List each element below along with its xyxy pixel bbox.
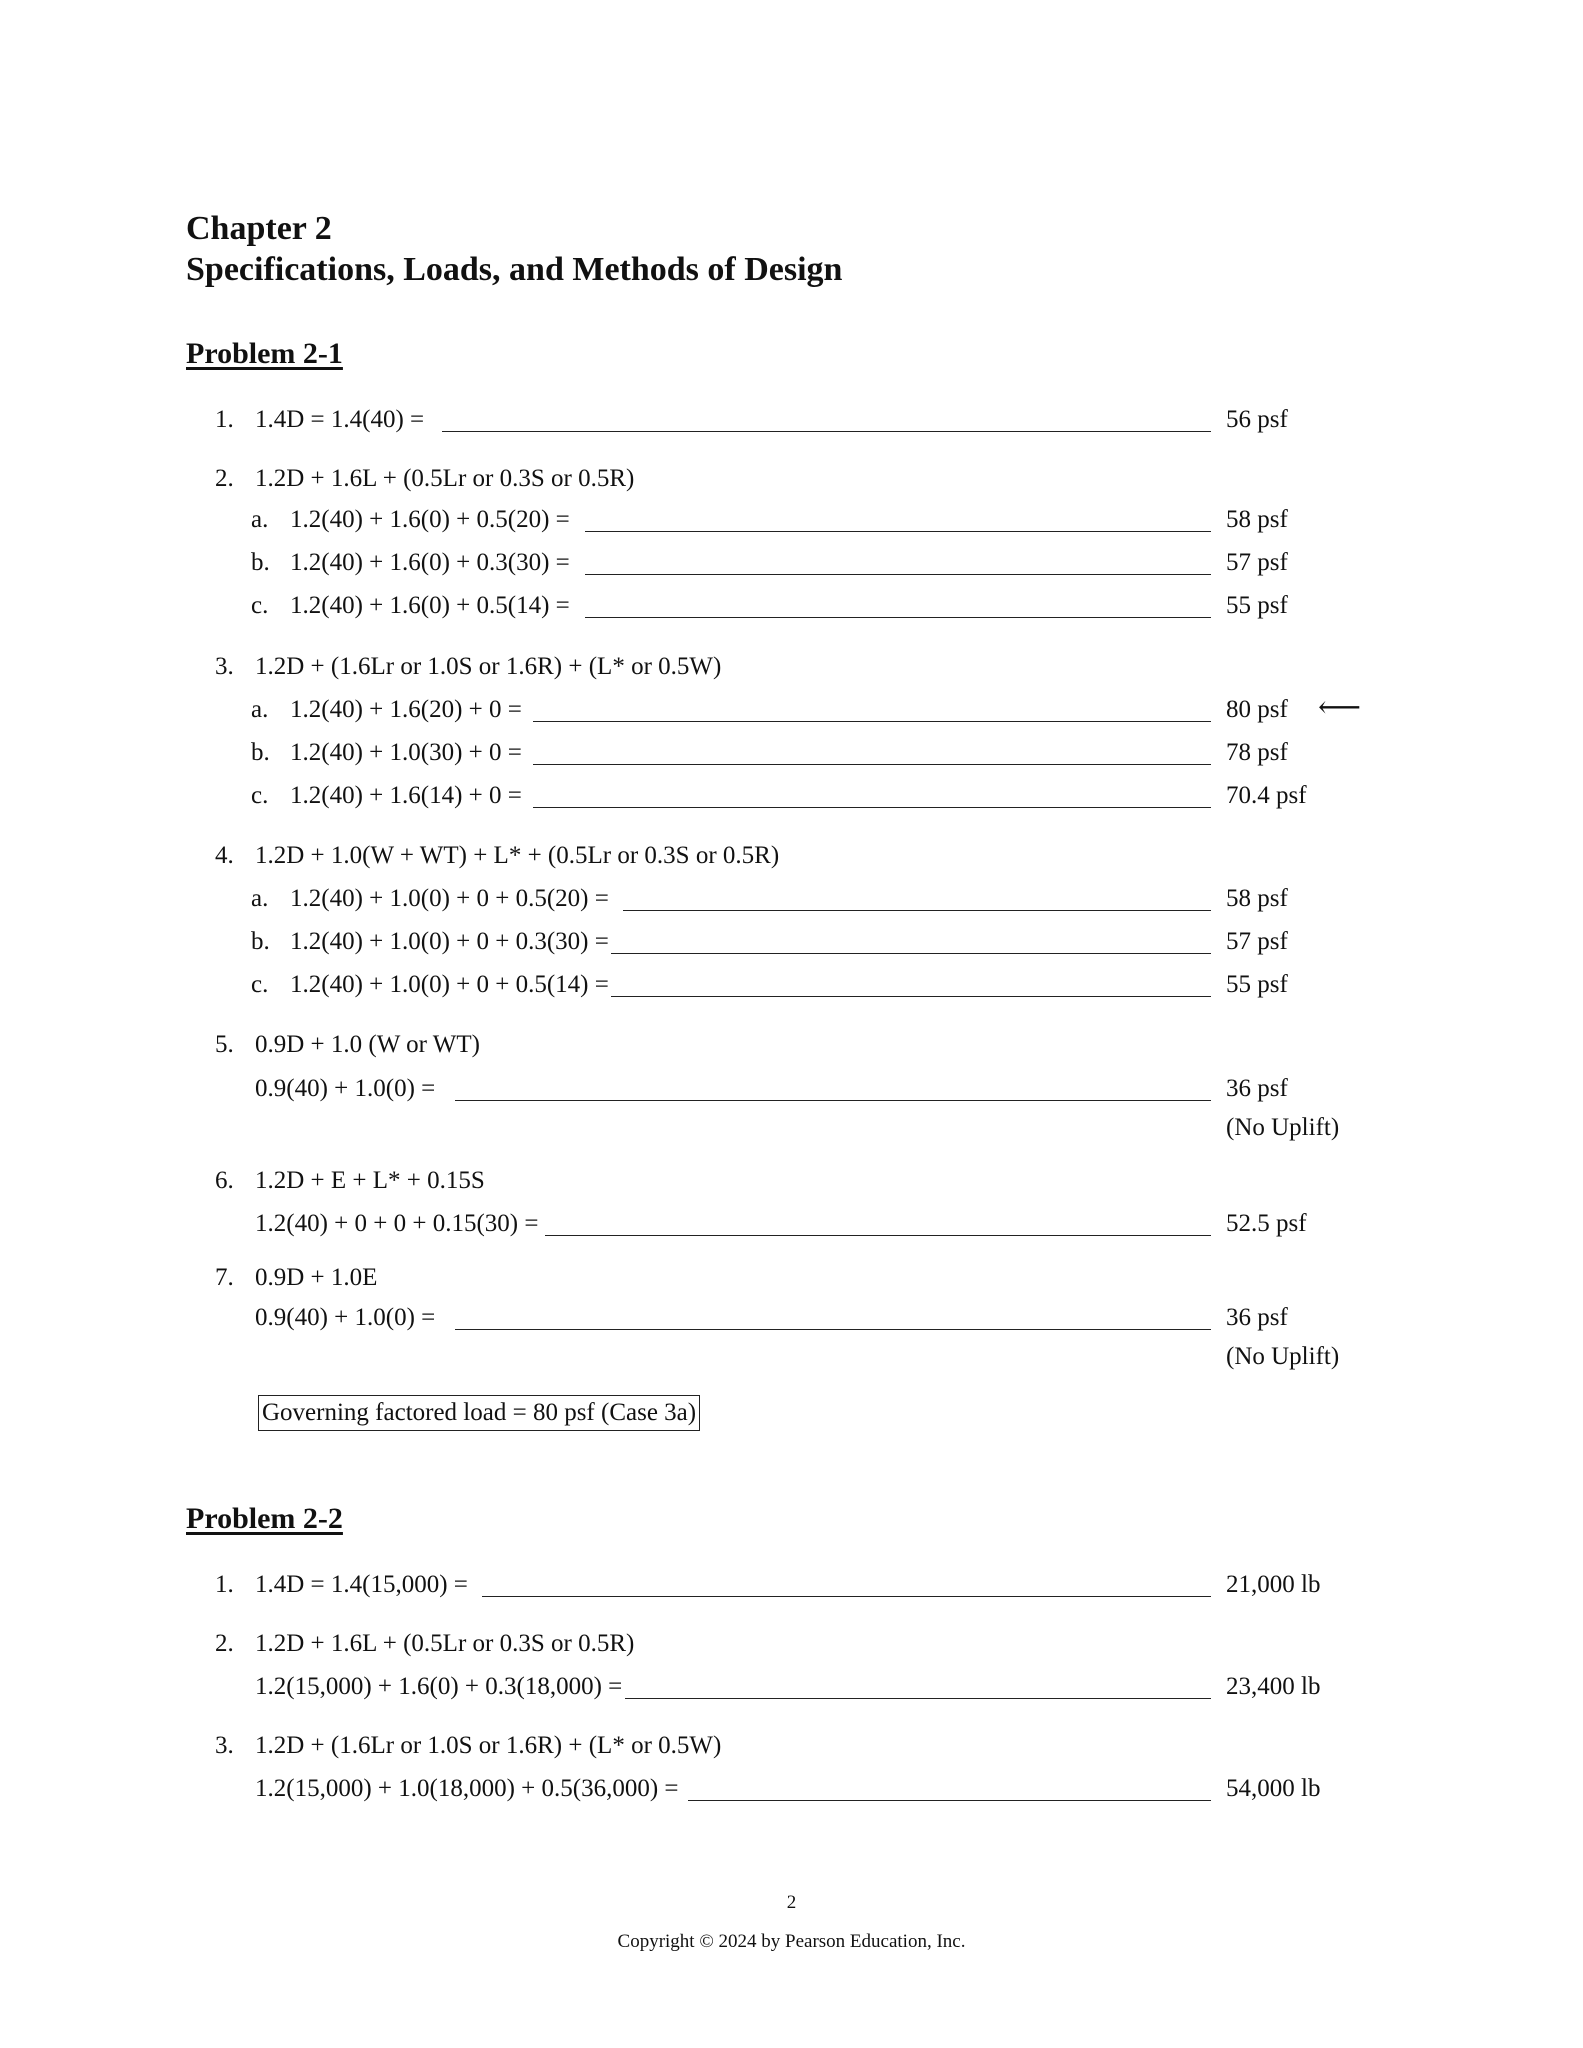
- item-expression: 1.4D = 1.4(40) =: [255, 406, 425, 433]
- answer-line: [533, 764, 1211, 765]
- item-result: 58 psf: [1226, 885, 1288, 912]
- p1-item-3c: [0, 778, 1583, 814]
- problem-2-1-heading: Problem 2-1: [186, 337, 343, 370]
- item-note: (No Uplift): [1226, 1343, 1340, 1370]
- answer-line: [625, 1698, 1211, 1699]
- item-result: 23,400 lb: [1226, 1673, 1321, 1700]
- item-formula: 0.9D + 1.0 (W or WT): [255, 1031, 480, 1058]
- sub-label: a.: [251, 506, 269, 533]
- item-formula: 1.2D + 1.6L + (0.5Lr or 0.3S or 0.5R): [255, 1630, 635, 1657]
- item-expression: 1.2(40) + 1.0(0) + 0 + 0.5(14) =: [290, 971, 609, 998]
- item-number: 3.: [215, 1732, 234, 1759]
- chapter-number: Chapter 2: [186, 210, 332, 247]
- item-number: 2.: [215, 1630, 234, 1657]
- item-number: 1.: [215, 406, 234, 433]
- p1-item-3-formula: [0, 649, 1583, 685]
- answer-line: [533, 721, 1211, 722]
- item-expression: 1.2(40) + 1.0(0) + 0 + 0.5(20) =: [290, 885, 609, 912]
- item-result: 70.4 psf: [1226, 782, 1307, 809]
- item-number: 5.: [215, 1031, 234, 1058]
- item-result: 36 psf: [1226, 1075, 1288, 1102]
- item-number: 1.: [215, 1571, 234, 1598]
- item-expression: 1.4D = 1.4(15,000) =: [255, 1571, 468, 1598]
- item-expression: 1.2(40) + 1.6(14) + 0 =: [290, 782, 522, 809]
- sub-label: b.: [251, 739, 270, 766]
- problem-2-2-heading: Problem 2-2: [186, 1502, 343, 1535]
- item-number: 4.: [215, 842, 234, 869]
- p1-item-2b: [0, 545, 1583, 581]
- answer-line: [545, 1235, 1211, 1236]
- item-number: 2.: [215, 465, 234, 492]
- chapter-title: Specifications, Loads, and Methods of Design: [186, 251, 843, 288]
- p2-item-2-calc: [0, 1669, 1583, 1705]
- answer-line: [455, 1100, 1211, 1101]
- sub-label: c.: [251, 782, 269, 809]
- item-expression: 1.2(40) + 1.6(0) + 0.3(30) =: [290, 549, 570, 576]
- p2-item-3-formula: [0, 1728, 1583, 1764]
- p1-item-7-calc: [0, 1300, 1583, 1336]
- p1-item-7-formula: [0, 1260, 1583, 1296]
- p1-item-4c: [0, 967, 1583, 1003]
- item-formula: 1.2D + 1.0(W + WT) + L* + (0.5Lr or 0.3S or 0.5R): [255, 842, 780, 869]
- item-expression: 1.2(40) + 1.6(0) + 0.5(20) =: [290, 506, 570, 533]
- copyright-notice: Copyright © 2024 by Pearson Education, Inc.: [617, 1931, 966, 1952]
- item-expression: 1.2(40) + 1.0(30) + 0 =: [290, 739, 522, 766]
- answer-line: [585, 617, 1211, 618]
- answer-line: [442, 431, 1211, 432]
- p1-item-4-formula: [0, 838, 1583, 874]
- p1-item-7-note: [0, 1339, 1583, 1375]
- p1-item-5-formula: [0, 1027, 1583, 1063]
- answer-line: [611, 953, 1211, 954]
- item-expression: 1.2(40) + 1.0(0) + 0 + 0.3(30) =: [290, 928, 609, 955]
- item-expression: 1.2(40) + 1.6(20) + 0 =: [290, 696, 522, 723]
- item-formula: 0.9D + 1.0E: [255, 1264, 378, 1291]
- p2-item-2-formula: [0, 1626, 1583, 1662]
- item-result: 52.5 psf: [1226, 1210, 1307, 1237]
- item-formula: 1.2D + (1.6Lr or 1.0S or 1.6R) + (L* or 0.5W): [255, 653, 722, 680]
- p1-item-1: [0, 402, 1583, 438]
- sub-label: a.: [251, 885, 269, 912]
- item-result: 55 psf: [1226, 971, 1288, 998]
- sub-label: a.: [251, 696, 269, 723]
- item-result: 55 psf: [1226, 592, 1288, 619]
- sub-label: b.: [251, 549, 270, 576]
- p2-item-1: [0, 1567, 1583, 1603]
- sub-label: c.: [251, 592, 269, 619]
- item-number: 3.: [215, 653, 234, 680]
- p1-item-3a: [0, 692, 1583, 728]
- item-result: 78 psf: [1226, 739, 1288, 766]
- item-result: 21,000 lb: [1226, 1571, 1321, 1598]
- answer-line: [482, 1596, 1211, 1597]
- p1-item-4a: [0, 881, 1583, 917]
- item-number: 7.: [215, 1264, 234, 1291]
- p1-item-4b: [0, 924, 1583, 960]
- item-result: 80 psf: [1226, 696, 1288, 723]
- item-result: 57 psf: [1226, 549, 1288, 576]
- item-number: 6.: [215, 1167, 234, 1194]
- p1-item-2-formula: [0, 461, 1583, 497]
- page-number: 2: [786, 1892, 797, 1913]
- p1-item-5-calc: [0, 1071, 1583, 1107]
- answer-line: [585, 574, 1211, 575]
- answer-line: [688, 1800, 1211, 1801]
- item-result: 36 psf: [1226, 1304, 1288, 1331]
- sub-label: c.: [251, 971, 269, 998]
- answer-line: [585, 531, 1211, 532]
- item-result: 56 psf: [1226, 406, 1288, 433]
- item-note: (No Uplift): [1226, 1114, 1340, 1141]
- item-result: 58 psf: [1226, 506, 1288, 533]
- item-formula: 1.2D + (1.6Lr or 1.0S or 1.6R) + (L* or 0.5W): [255, 1732, 722, 1759]
- item-expression: 1.2(15,000) + 1.6(0) + 0.3(18,000) =: [255, 1673, 623, 1700]
- item-result: 54,000 lb: [1226, 1775, 1321, 1802]
- answer-line: [611, 996, 1211, 997]
- sub-label: b.: [251, 928, 270, 955]
- item-formula: 1.2D + 1.6L + (0.5Lr or 0.3S or 0.5R): [255, 465, 635, 492]
- item-expression: 1.2(15,000) + 1.0(18,000) + 0.5(36,000) =: [255, 1775, 679, 1802]
- item-expression: 0.9(40) + 1.0(0) =: [255, 1304, 436, 1331]
- p1-item-6-calc: [0, 1206, 1583, 1242]
- answer-line: [533, 807, 1211, 808]
- governing-load-box: Governing factored load = 80 psf (Case 3a): [258, 1395, 700, 1431]
- p1-item-6-formula: [0, 1163, 1583, 1199]
- item-expression: 1.2(40) + 1.6(0) + 0.5(14) =: [290, 592, 570, 619]
- p1-item-5-note: [0, 1110, 1583, 1146]
- p1-item-2c: [0, 588, 1583, 624]
- governing-arrow-icon: ⟵: [1318, 691, 1362, 724]
- p1-item-3b: [0, 735, 1583, 771]
- answer-line: [455, 1329, 1211, 1330]
- p1-item-2a: [0, 502, 1583, 538]
- item-formula: 1.2D + E + L* + 0.15S: [255, 1167, 485, 1194]
- answer-line: [623, 910, 1211, 911]
- item-result: 57 psf: [1226, 928, 1288, 955]
- item-expression: 1.2(40) + 0 + 0 + 0.15(30) =: [255, 1210, 539, 1237]
- item-expression: 0.9(40) + 1.0(0) =: [255, 1075, 436, 1102]
- p2-item-3-calc: [0, 1771, 1583, 1807]
